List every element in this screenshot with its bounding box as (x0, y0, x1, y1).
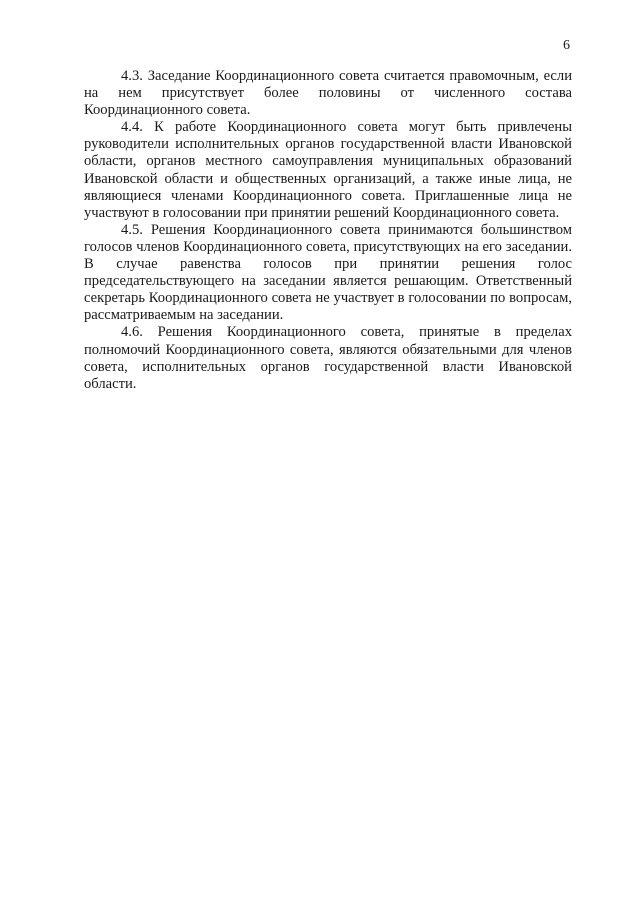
paragraph-4-3: 4.3. Заседание Координационного совета считается правомочным, если на нем присутствует более половины от численного состава Координационного совета. (84, 68, 572, 119)
paragraph-4-6: 4.6. Решения Координационного совета, принятые в пределах полномочий Координационного совета, являются обязательными для членов совета, исполнительных органов государственной власти Ивановской области. (84, 324, 572, 392)
page-number: 6 (563, 38, 570, 53)
paragraph-4-5: 4.5. Решения Координационного совета принимаются большинством голосов членов Координационного совета, присутствующих на его заседании. В случае равенства голосов при принятии решения голос председательствующего на заседании является решающим. Ответственный секретарь Координационного совета не участвует в голосовании по вопросам, рассматриваемым на заседании. (84, 221, 572, 324)
document-body (84, 68, 572, 393)
paragraph-4-4: 4.4. К работе Координационного совета могут быть привлечены руководители исполнительных органов государственной власти Ивановской области, органов местного самоуправления муниципальных образований Ивановской области и общественных организаций, а также иные лица, не являющиеся членами Координационного совета. Приглашенные лица не участвуют в голосовании при принятии решений Координационного совета. (84, 119, 572, 221)
